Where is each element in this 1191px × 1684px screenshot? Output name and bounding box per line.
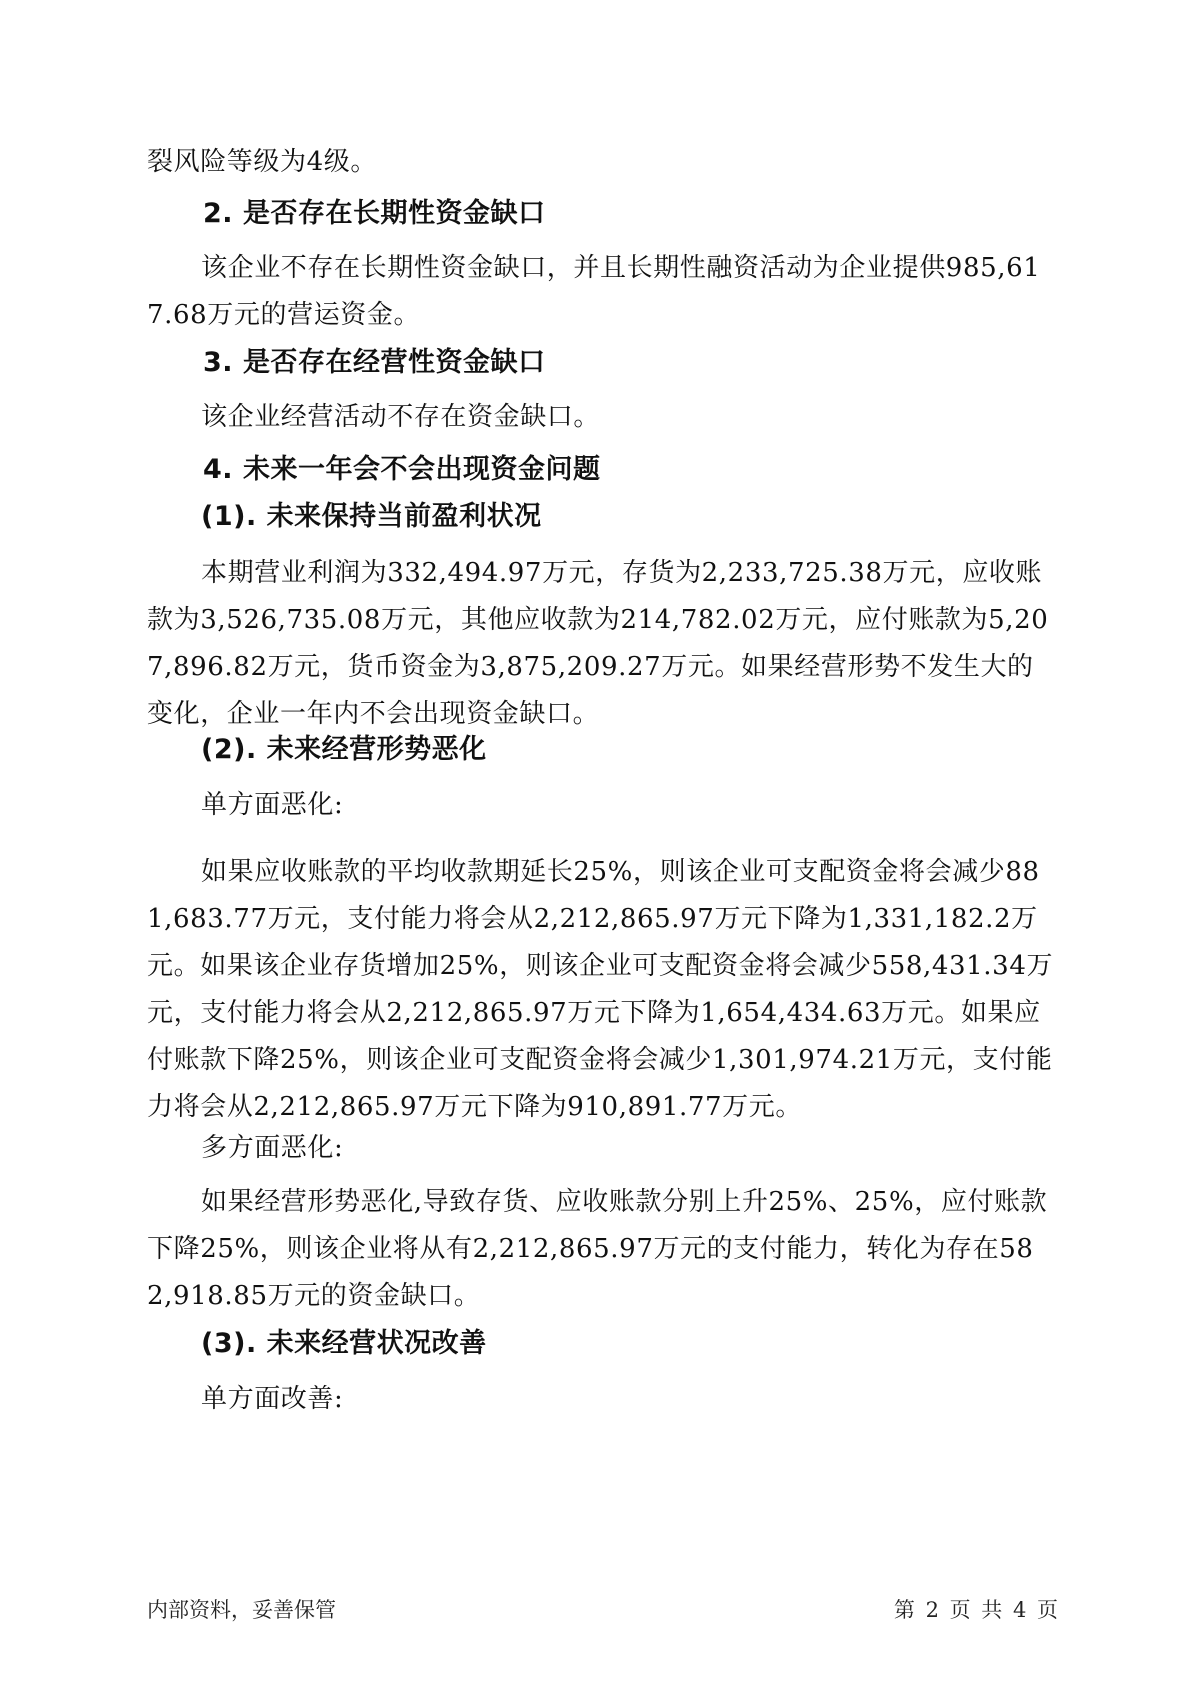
label-multi-worsening: 多方面恶化:: [201, 1133, 344, 1163]
paragraph-current-profit: 本期营业利润为332,494.97万元，存货为2,233,725.38万元，应收账款为3,526,735.08万元，其他应收款为214,782.02万元，应付账款为5,207,896.82万元，货币资金为3,875,209.27万元。如果经营形势不发生大的变化，企业一年内不会出现资金缺口。: [147, 558, 1049, 729]
paragraph-single-worsening: 如果应收账款的平均收款期延长25%，则该企业可支配资金将会减少881,683.77万元，支付能力将会从2,212,865.97万元下降为1,331,182.2万元。如果该企业存货增加25%，则该企业可支配资金将会减少558,431.34万元，支付能力将会从2,212,865.97万元下降为1,654,434.63万元。如果应付账款下降25%，则该企业可支配资金将会减少1,301,974.21万元，支付能力将会从2,212,865.97万元下降为910,891.77万元。: [147, 857, 1054, 1122]
paragraph-operating-gap: 该企业经营活动不存在资金缺口。: [201, 402, 601, 432]
paragraph-multi-worsening: 如果经营形势恶化,导致存货、应收账款分别上升25%、25%，应付账款下降25%，则该企业将从有2,212,865.97万元的支付能力，转化为存在582,918.85万元的资金缺口。: [147, 1187, 1048, 1311]
label-single-improvement: 单方面改善:: [201, 1384, 344, 1414]
heading-next-year: 4. 未来一年会不会出现资金问题: [203, 454, 601, 485]
heading-improvement: (3). 未来经营状况改善: [201, 1328, 487, 1359]
paragraph-long-term-gap: 该企业不存在长期性资金缺口，并且长期性融资活动为企业提供985,617.68万元的营运资金。: [147, 253, 1041, 330]
heading-long-term-gap: 2. 是否存在长期性资金缺口: [203, 198, 546, 229]
heading-worsening: (2). 未来经营形势恶化: [201, 734, 487, 765]
label-single-worsening: 单方面恶化:: [201, 790, 344, 820]
paragraph-continued: 裂风险等级为4级。: [147, 147, 377, 177]
heading-operating-gap: 3. 是否存在经营性资金缺口: [203, 347, 546, 378]
footer-page-number: 第 2 页 共 4 页: [893, 1598, 1060, 1622]
heading-current-profit: (1). 未来保持当前盈利状况: [201, 501, 542, 532]
footer-confidential-note: 内部资料，妥善保管: [147, 1598, 336, 1622]
